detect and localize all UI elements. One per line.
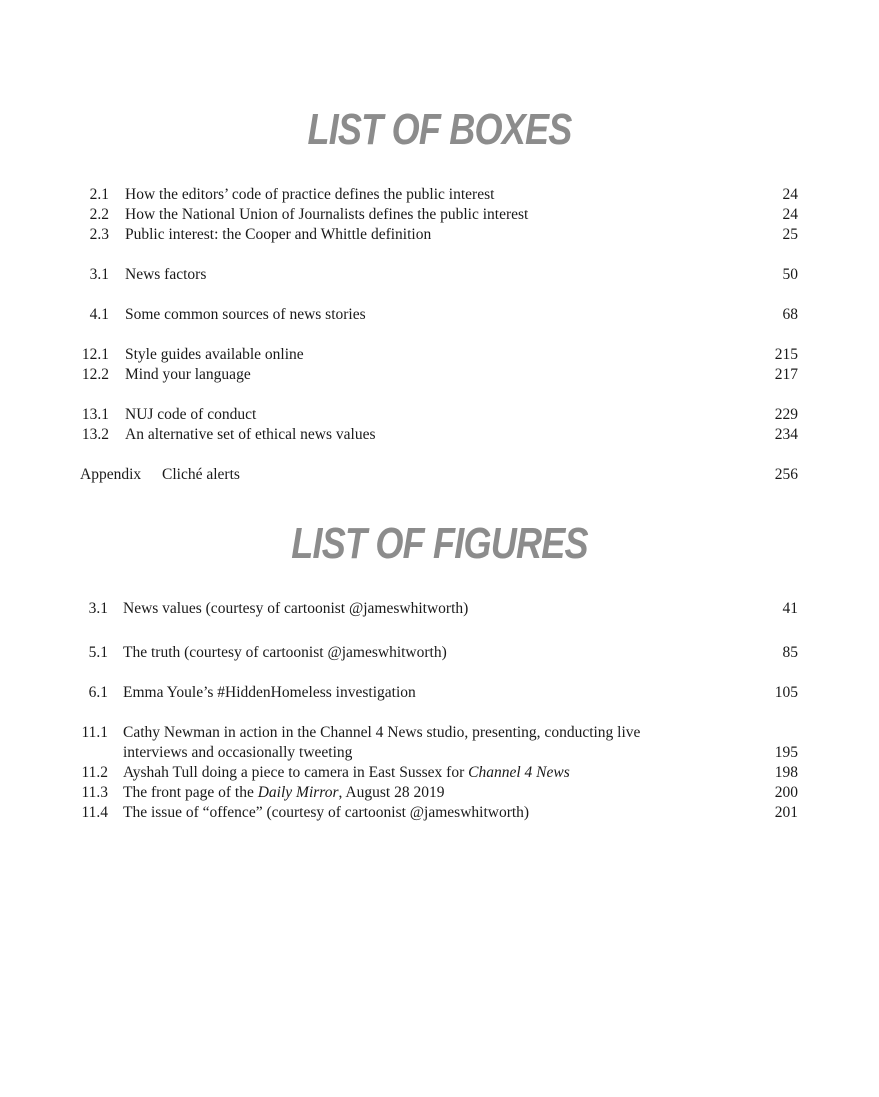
figure-number: 11.4 [81,804,108,821]
box-title: Mind your language [125,366,251,383]
box-number: 12.1 [81,346,109,363]
box-entry[interactable] [0,345,879,365]
figure-page-number: 200 [774,784,798,801]
box-page-number: 229 [774,406,798,423]
list-of-boxes-heading: LIST OF BOXES [307,105,572,154]
box-page-number: 24 [782,186,798,203]
figure-entry[interactable] [0,723,879,743]
box-title: How the National Union of Journalists defines the public interest [125,206,529,223]
figure-title: The truth (courtesy of cartoonist @jameswhitworth) [123,644,447,661]
figure-title-text-after: , August 28 2019 [338,784,445,801]
figure-number: 6.1 [88,684,108,701]
figure-title: The issue of “offence” (courtesy of cartoonist @jameswhitworth) [123,804,530,821]
figure-page-number: 201 [774,804,798,821]
box-entry[interactable] [0,205,879,225]
figure-page-number: 198 [774,764,798,781]
box-page-number: 68 [782,306,798,323]
box-title: Some common sources of news stories [125,306,366,323]
figure-title-italic: Daily Mirror [257,784,339,801]
box-title: Style guides available online [125,346,304,363]
box-number: 2.1 [89,186,109,203]
box-entry[interactable] [0,425,879,445]
figure-entry-continuation[interactable] [0,743,879,763]
figure-number: 11.1 [81,724,108,741]
figure-page-number: 195 [774,744,798,761]
box-entry[interactable] [0,185,879,205]
figure-title [123,763,570,783]
figure-number: 11.2 [81,764,108,781]
figure-title [123,783,444,803]
box-number: 2.2 [89,206,109,223]
list-of-figures-heading: LIST OF FIGURES [291,519,588,568]
figure-title-line-2: interviews and occasionally tweeting [123,744,353,761]
appendix-title: Cliché alerts [162,466,240,483]
box-page-number: 24 [782,206,798,223]
box-page-number: 25 [782,226,798,243]
figure-page-number: 41 [782,600,798,617]
figure-title: News values (courtesy of cartoonist @jameswhitworth) [123,600,469,617]
box-title: How the editors’ code of practice defines the public interest [125,186,495,203]
box-entry[interactable] [0,265,879,285]
box-title: NUJ code of conduct [125,406,257,423]
appendix-page-number: 256 [774,466,798,483]
box-page-number: 50 [782,266,798,283]
box-page-number: 234 [774,426,798,443]
figure-number: 5.1 [88,644,108,661]
box-number: 3.1 [89,266,109,283]
figure-title-text: Ayshah Tull doing a piece to camera in East Sussex for [123,764,469,781]
figure-page-number: 85 [782,644,798,661]
figure-page-number: 105 [774,684,798,701]
box-number: 12.2 [81,366,109,383]
box-page-number: 217 [774,366,798,383]
box-entry[interactable] [0,365,879,385]
figure-entry[interactable] [0,803,879,823]
box-title: Public interest: the Cooper and Whittle definition [125,226,432,243]
figure-entry[interactable] [0,783,879,803]
box-page-number: 215 [774,346,798,363]
box-number: 2.3 [89,226,109,243]
box-number: 13.1 [81,406,109,423]
box-title: News factors [125,266,207,283]
figure-number: 3.1 [88,600,108,617]
box-entry[interactable] [0,405,879,425]
box-entry[interactable] [0,305,879,325]
figure-entry[interactable] [0,763,879,783]
figure-entry[interactable] [0,599,879,619]
box-number: 4.1 [89,306,109,323]
figure-title-line-1: Cathy Newman in action in the Channel 4 News studio, presenting, conducting live [123,724,641,741]
figure-number: 11.3 [81,784,108,801]
figure-title-italic: Channel 4 News [468,764,570,781]
box-entry[interactable] [0,225,879,245]
appendix-label: Appendix [80,466,142,483]
figure-entry[interactable] [0,643,879,663]
figure-title-text: The front page of the [123,784,258,801]
figure-title: Emma Youle’s #HiddenHomeless investigation [123,684,416,701]
box-title: An alternative set of ethical news values [125,426,376,443]
box-number: 13.2 [81,426,109,443]
appendix-entry[interactable] [0,465,879,485]
figure-entry[interactable] [0,683,879,703]
